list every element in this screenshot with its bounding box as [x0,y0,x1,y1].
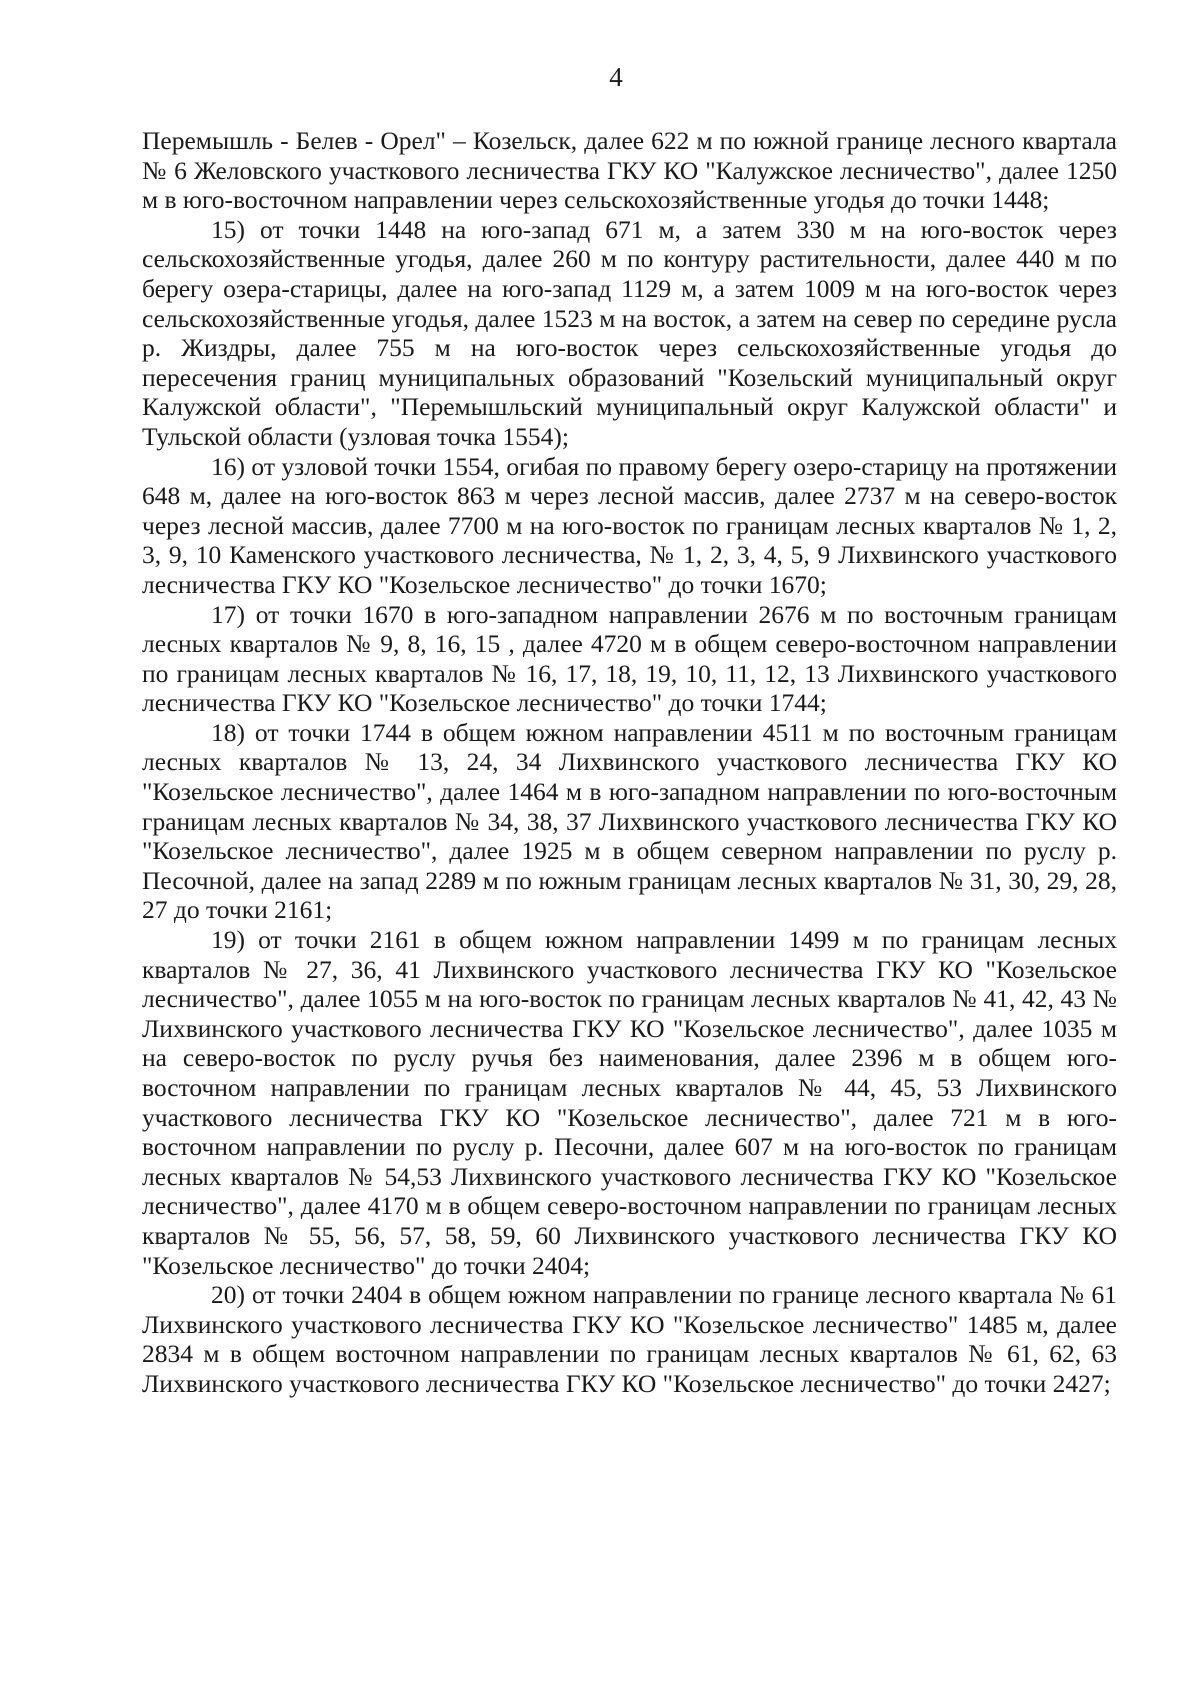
document-body [142,126,1117,1399]
paragraph-item-17: 17) от точки 1670 в юго-западном направлении 2676 м по восточным границам лесных кварталов № 9, 8, 16, 15 , далее 4720 м в общем северо-восточном направлении по границам лесных кварталов № 16, 17, 18, 19, 10, 11, 12, 13 Лихвинского участкового лесничества ГКУ КО "Козельское лесничество" до точки 1744; [142,599,1117,718]
paragraph-continuation: Перемышль - Белев - Орел" – Козельск, далее 622 м по южной границе лесного квартала № 6 Желовского участкового лесничества ГКУ КО "Калужское лесничество", далее 1250 м в юго-восточном направлении через сельскохозяйственные угодья до точки 1448; [142,126,1117,215]
page-number: 4 [609,62,623,92]
paragraph-item-18: 18) от точки 1744 в общем южном направлении 4511 м по восточным границам лесных кварталов № 13, 24, 34 Лихвинского участкового лесничества ГКУ КО "Козельское лесничество", далее 1464 м в юго-западном направлении по юго-восточным границам лесных кварталов № 34, 38, 37 Лихвинского участкового лесничества ГКУ КО "Козельское лесничество", далее 1925 м в общем северном направлении по руслу р. Песочной, далее на запад 2289 м по южным границам лесных кварталов № 31, 30, 29, 28, 27 до точки 2161; [142,717,1117,925]
paragraph-item-15: 15) от точки 1448 на юго-запад 671 м, а затем 330 м на юго-восток через сельскохозяйственные угодья, далее 260 м по контуру растительности, далее 440 м по берегу озера-старицы, далее на юго-запад 1129 м, а затем 1009 м на юго-восток через сельскохозяйственные угодья, далее 1523 м на восток, а затем на север по середине русла р. Жиздры, далее 755 м на юго-восток через сельскохозяйственные угодья до пересечения границ муниципальных образований "Козельский муниципальный округ Калужской области", "Перемышльский муниципальный округ Калужской области" и Тульской области (узловая точка 1554); [142,214,1117,451]
paragraph-item-19: 19) от точки 2161 в общем южном направлении 1499 м по границам лесных кварталов № 27, 36, 41 Лихвинского участкового лесничества ГКУ КО "Козельское лесничество", далее 1055 м на юго-восток по границам лесных кварталов № 41, 42, 43 № Лихвинского участкового лесничества ГКУ КО "Козельское лесничество", далее 1035 м на северо-восток по руслу ручья без наименования, далее 2396 м в общем юго-восточном направлении по границам лесных кварталов № 44, 45, 53 Лихвинского участкового лесничества ГКУ КО "Козельское лесничество", далее 721 м в юго-восточном направлении по руслу р. Песочни, далее 607 м на юго-восток по границам лесных кварталов № 54,53 Лихвинского участкового лесничества ГКУ КО "Козельское лесничество", далее 4170 м в общем северо-восточном направлении по границам лесных кварталов № 55, 56, 57, 58, 59, 60 Лихвинского участкового лесничества ГКУ КО "Козельское лесничество" до точки 2404; [142,925,1117,1280]
paragraph-item-16: 16) от узловой точки 1554, огибая по правому берегу озеро-старицу на протяжении 648 м, далее на юго-восток 863 м через лесной массив, далее 2737 м на северо-восток через лесной массив, далее 7700 м на юго-восток по границам лесных кварталов № 1, 2, 3, 9, 10 Каменского участкового лесничества, № 1, 2, 3, 4, 5, 9 Лихвинского участкового лесничества ГКУ КО "Козельское лесничество" до точки 1670; [142,451,1117,599]
paragraph-item-20: 20) от точки 2404 в общем южном направлении по границе лесного квартала № 61 Лихвинского участкового лесничества ГКУ КО "Козельское лесничество" 1485 м, далее 2834 м в общем восточном направлении по границам лесных кварталов № 61, 62, 63 Лихвинского участкового лесничества ГКУ КО "Козельское лесничество" до точки 2427; [142,1280,1117,1398]
